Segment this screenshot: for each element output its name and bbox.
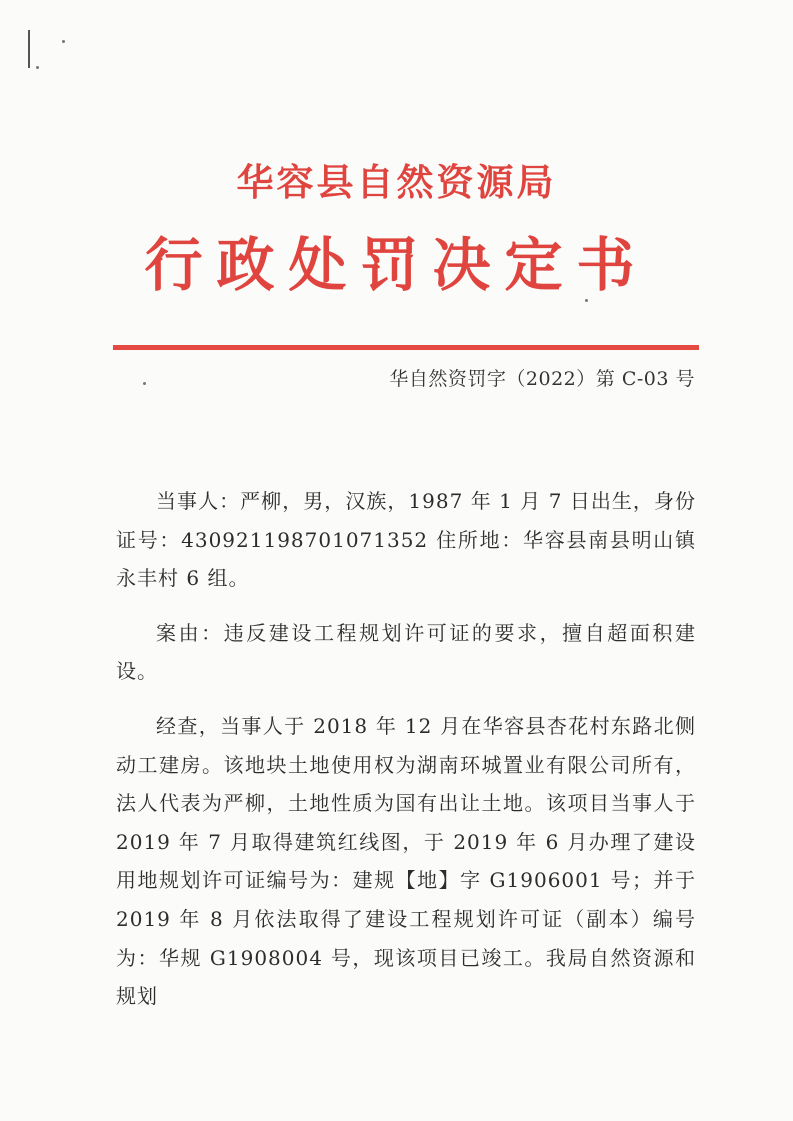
findings-paragraph: 经查，当事人于 2018 年 12 月在华容县杏花村东路北侧动工建房。该地块土地使用权为湖南环城置业有限公司所有，法人代表为严柳，土地性质为国有出让土地。该项目当事人于 2019 年 7 月取得建筑红线图，于 2019 年 6 月办理了建设用地规划许可证编号为：建规【地】字 G1906001 号；并于 2019 年 8 月依法取得了建设工程规划许可证（副本）编号为：华规 G1908004 号，现该项目已竣工。我局自然资源和规划: [116, 713, 696, 1009]
document-number: 华自然资罚字（2022）第 C-03 号: [389, 368, 695, 390]
party-paragraph: 当事人：严柳，男，汉族，1987 年 1 月 7 日出生，身份证号：430921198701071352 住所地：华容县南县明山镇永丰村 6 组。: [116, 489, 696, 591]
scan-artifact-dot: [36, 66, 39, 69]
organization-title: 华容县自然资源局: [236, 161, 557, 204]
document-body: [116, 482, 696, 1032]
scan-artifact-dot: [62, 40, 65, 43]
cause-paragraph: 案由：违反建设工程规划许可证的要求，擅自超面积建设。: [116, 620, 696, 684]
scan-artifact-dot: [143, 382, 146, 385]
scan-artifact-line: [28, 30, 30, 68]
red-divider-rule: [113, 345, 699, 350]
document-title: 行政处罚决定书: [144, 231, 649, 299]
